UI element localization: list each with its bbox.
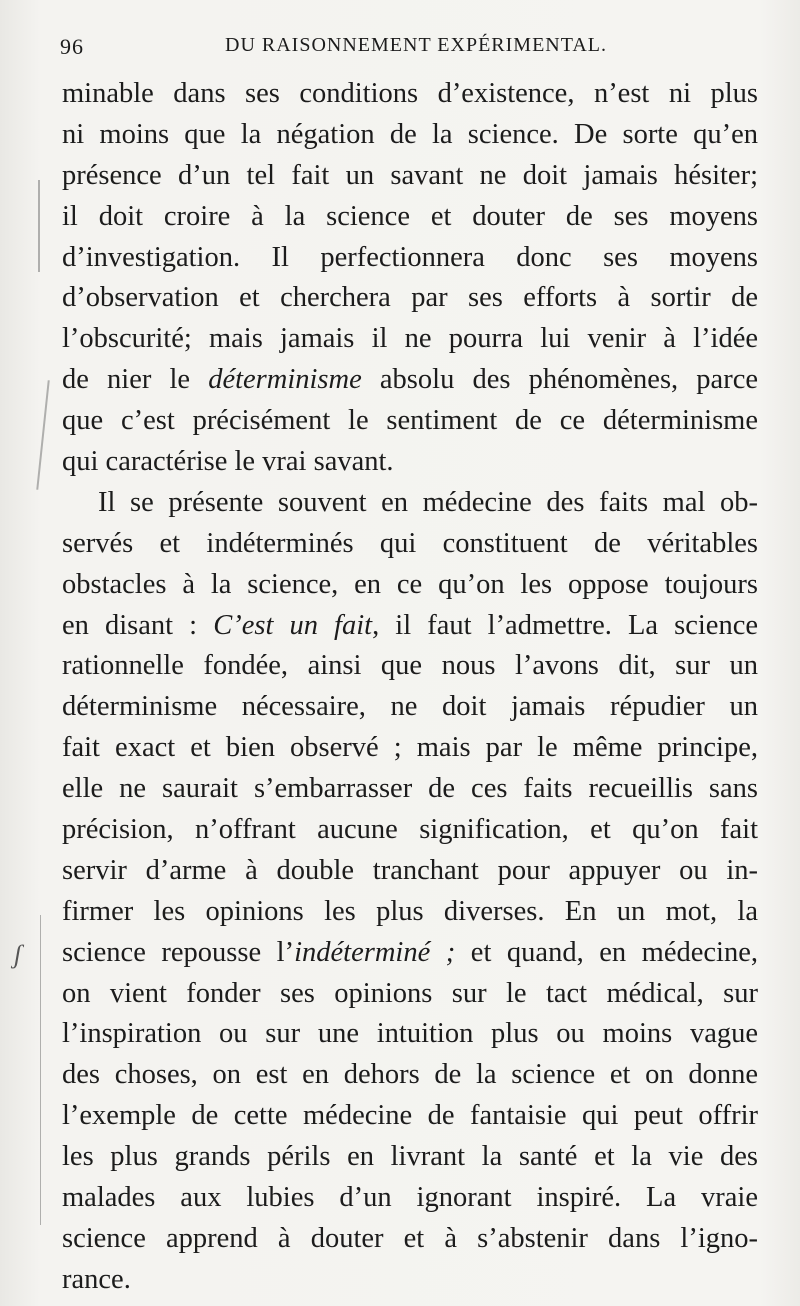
italic-phrase: C’est un fait (213, 609, 373, 641)
text-line: que c’est précisément le sentiment de ce déterminisme (62, 405, 758, 437)
text-line: des choses, on est en dehors de la science et on donne (62, 1059, 758, 1091)
margin-pencil-mark (38, 180, 40, 272)
paragraph-1 (62, 74, 758, 483)
text-line: firmer les opinions les plus diverses. En un mot, la (62, 895, 758, 927)
text-line (62, 360, 758, 401)
text-line: d’observation et cherchera par ses efforts à sortir de (62, 282, 758, 314)
page-header (60, 34, 760, 64)
text-run: absolu des phénomènes, parce (361, 364, 758, 396)
text-line: rance. (62, 1263, 131, 1295)
paragraph-2 (62, 483, 758, 1301)
text-line: déterminisme nécessaire, ne doit jamais répudier un (62, 691, 758, 723)
text-line: rationnelle fondée, ainsi que nous l’avons dit, sur un (62, 650, 758, 682)
text-line: elle ne saurait s’embarrasser de ces faits recueillis sans (62, 773, 758, 805)
text-line: servir d’arme à double tranchant pour appuyer ou in- (62, 854, 758, 886)
text-line: science apprend à douter et à s’abstenir dans l’igno- (62, 1222, 758, 1254)
text-run: et quand, en médecine, (455, 936, 758, 968)
text-line: les plus grands périls en livrant la santé et la vie des (62, 1141, 758, 1173)
text-run: de nier le (62, 364, 209, 396)
text-line: malades aux lubies d’un ignorant inspiré. La vraie (62, 1182, 758, 1214)
text-line: précision, n’offrant aucune signification, et qu’on fait (62, 814, 758, 846)
text-line: obstacles à la science, en ce qu’on les oppose toujours (62, 568, 758, 600)
text-line: présence d’un tel fait un savant ne doit jamais hésiter; (62, 159, 758, 191)
text-line: il doit croire à la science et douter de ses moyens (62, 200, 758, 232)
body-text (62, 74, 758, 1301)
text-run: en disant : (62, 609, 214, 641)
text-run: , il faut l’admettre. La science (372, 609, 758, 641)
margin-pencil-mark (36, 380, 49, 490)
text-run: science repousse l’ (62, 936, 295, 968)
margin-pencil-mark (40, 915, 41, 1225)
text-line (62, 606, 758, 647)
text-line: servés et indéterminés qui constituent de véritables (62, 527, 758, 559)
page-number: 96 (60, 34, 84, 59)
text-line: ni moins que la négation de la science. De sorte qu’en (62, 118, 758, 150)
running-head: DU RAISONNEMENT EXPÉRIMENTAL. (225, 34, 608, 56)
margin-pencil-glyph: ʃ (14, 940, 22, 969)
italic-term: indéterminé ; (294, 936, 456, 968)
text-line: l’obscurité; mais jamais il ne pourra lui venir à l’idée (62, 323, 758, 355)
text-line: qui caractérise le vrai savant. (62, 446, 394, 478)
text-line: fait exact et bien observé ; mais par le même principe, (62, 732, 758, 764)
text-line: on vient fonder ses opinions sur le tact médical, sur (62, 977, 758, 1009)
text-line (62, 933, 758, 974)
text-line: Il se présente souvent en médecine des faits mal ob- (98, 486, 758, 518)
text-line: l’exemple de cette médecine de fantaisie qui peut offrir (62, 1100, 758, 1132)
text-line: l’inspiration ou sur une intuition plus ou moins vague (62, 1018, 758, 1050)
text-line: minable dans ses conditions d’existence, n’est ni plus (62, 78, 758, 109)
italic-term: déterminisme (208, 364, 362, 396)
text-line: d’investigation. Il perfectionnera donc ses moyens (62, 241, 758, 273)
